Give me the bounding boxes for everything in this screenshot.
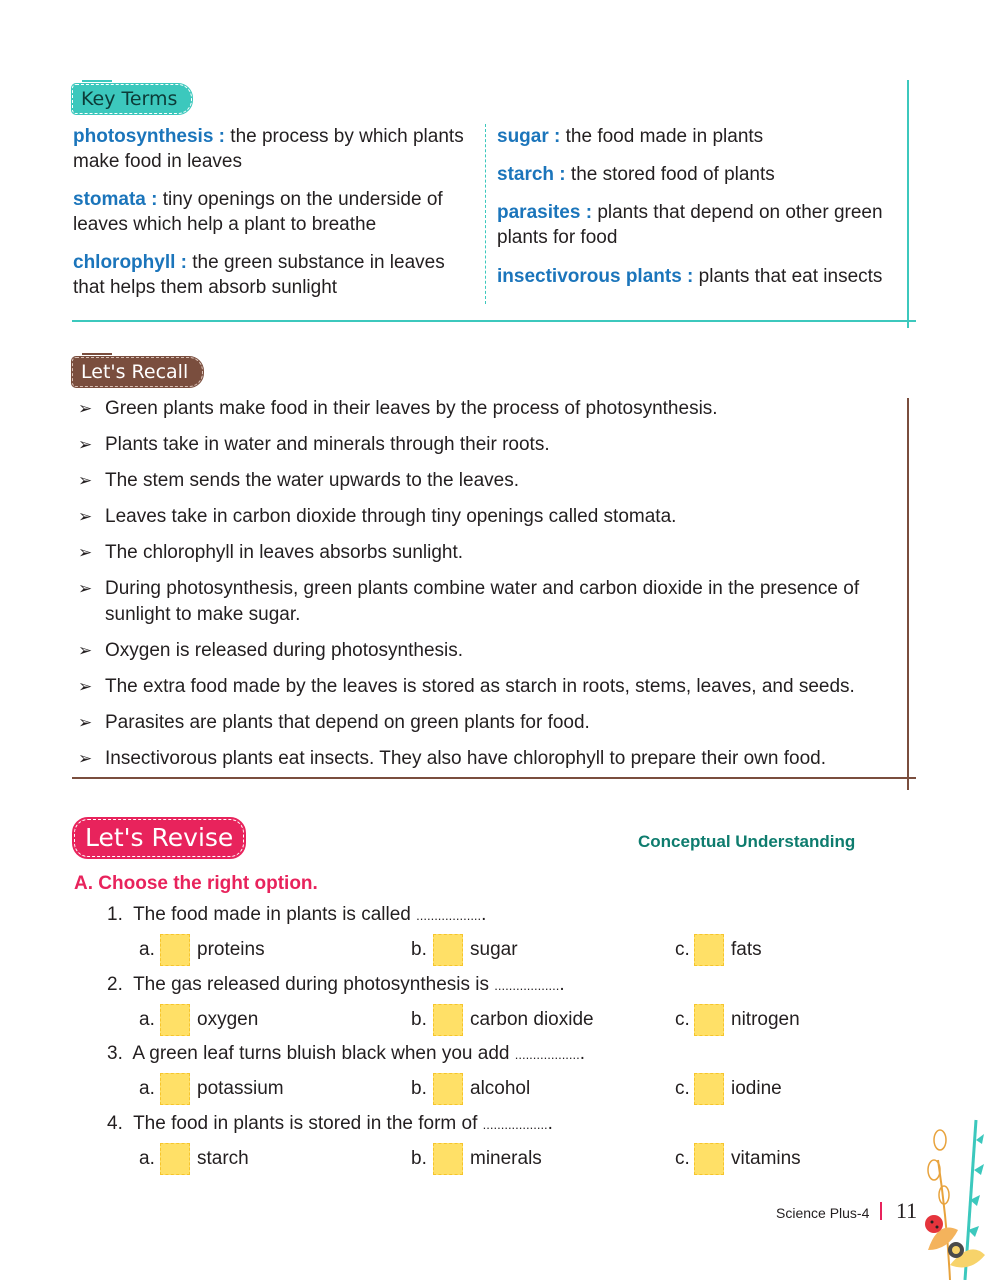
key-term-parasites xyxy=(497,200,905,250)
key-term-photosynthesis xyxy=(73,124,483,174)
lets-revise-heading: Let's Revise xyxy=(74,819,244,857)
recall-item: ➢ Insectivorous plants eat insects. They also have chlorophyll to prepare their own food. xyxy=(78,746,908,772)
term-def: that helps them absorb sunlight xyxy=(73,277,338,298)
term-def: the stored food of plants xyxy=(565,164,775,185)
recall-item: ➢ Green plants make food in their leaves by the process of photosynthesis. xyxy=(78,396,908,422)
option-label: c. xyxy=(675,1009,690,1030)
section-a-heading: A. Choose the right option. xyxy=(74,873,318,894)
option-label: a. xyxy=(139,1148,155,1169)
term-label: parasites : xyxy=(497,202,593,223)
question-2: 2. The gas released during photosynthesis is ................... xyxy=(107,974,565,995)
recall-item: ➢ Oxygen is released during photosynthesis. xyxy=(78,638,908,664)
book-title: Science Plus-4 xyxy=(776,1205,870,1221)
term-def: the green substance in leaves xyxy=(187,252,445,273)
answer-checkbox[interactable] xyxy=(694,1004,724,1036)
key-term-stomata xyxy=(73,187,483,237)
answer-checkbox[interactable] xyxy=(694,934,724,966)
option-text: fats xyxy=(731,939,762,960)
option-label: a. xyxy=(139,1009,155,1030)
option-text: carbon dioxide xyxy=(470,1009,594,1030)
option-text: vitamins xyxy=(731,1148,801,1169)
answer-checkbox[interactable] xyxy=(433,1143,463,1175)
arrow-icon: ➢ xyxy=(78,641,93,660)
recall-item: ➢ The chlorophyll in leaves absorbs sunlight. xyxy=(78,540,908,566)
recall-item: ➢ Plants take in water and minerals through their roots. xyxy=(78,432,908,458)
recall-item: ➢ The stem sends the water upwards to the leaves. xyxy=(78,468,908,494)
term-label: sugar : xyxy=(497,126,561,147)
option-label: b. xyxy=(411,1078,427,1099)
option-text: proteins xyxy=(197,939,265,960)
term-def: plants that depend on other green xyxy=(592,202,883,223)
answer-checkbox[interactable] xyxy=(160,1143,190,1175)
term-def: make food in leaves xyxy=(73,151,242,172)
arrow-icon: ➢ xyxy=(78,543,93,562)
option-label: c. xyxy=(675,939,690,960)
key-term-chlorophyll xyxy=(73,250,483,300)
arrow-icon: ➢ xyxy=(78,677,93,696)
option-label: a. xyxy=(139,1078,155,1099)
key-term-insectivorous xyxy=(497,264,905,289)
term-label: stomata : xyxy=(73,189,158,210)
answer-checkbox[interactable] xyxy=(433,1073,463,1105)
recall-item: ➢ Leaves take in carbon dioxide through tiny openings called stomata. xyxy=(78,504,908,530)
option-label: c. xyxy=(675,1148,690,1169)
term-def: plants that eat insects xyxy=(693,266,883,287)
answer-checkbox[interactable] xyxy=(160,1073,190,1105)
plant-decoration-icon xyxy=(920,1100,989,1280)
term-def: tiny openings on the underside of xyxy=(157,189,443,210)
option-label: b. xyxy=(411,939,427,960)
arrow-icon: ➢ xyxy=(78,435,93,454)
answer-checkbox[interactable] xyxy=(694,1143,724,1175)
recall-item: ➢ Parasites are plants that depend on green plants for food. xyxy=(78,710,908,736)
arrow-icon: ➢ xyxy=(78,471,93,490)
term-label: chlorophyll : xyxy=(73,252,187,273)
term-def: leaves which help a plant to breathe xyxy=(73,214,377,235)
option-text: iodine xyxy=(731,1078,782,1099)
option-text: nitrogen xyxy=(731,1009,800,1030)
option-text: minerals xyxy=(470,1148,542,1169)
lets-recall-heading: Let's Recall xyxy=(72,357,203,387)
term-label: insectivorous plants : xyxy=(497,266,694,287)
term-def: the food made in plants xyxy=(560,126,764,147)
recall-item: ➢ During photosynthesis, green plants combine water and carbon dioxide in the presence of sunlight to make sugar. xyxy=(78,578,860,625)
option-text: sugar xyxy=(470,939,518,960)
recall-item: ➢ The extra food made by the leaves is stored as starch in roots, stems, leaves, and seeds. xyxy=(78,674,908,700)
answer-checkbox[interactable] xyxy=(160,1004,190,1036)
page-number: 11 xyxy=(896,1198,918,1223)
term-def: plants for food xyxy=(497,227,618,248)
option-label: b. xyxy=(411,1148,427,1169)
key-term-sugar xyxy=(497,124,905,149)
term-def: the process by which plants xyxy=(225,126,464,147)
option-text: starch xyxy=(197,1148,249,1169)
question-4: 4. The food in plants is stored in the form of ................... xyxy=(107,1113,553,1134)
option-text: alcohol xyxy=(470,1078,531,1099)
answer-checkbox[interactable] xyxy=(433,1004,463,1036)
arrow-icon: ➢ xyxy=(78,749,93,768)
arrow-icon: ➢ xyxy=(78,713,93,732)
answer-checkbox[interactable] xyxy=(433,934,463,966)
option-text: oxygen xyxy=(197,1009,259,1030)
key-term-starch xyxy=(497,162,905,187)
arrow-icon: ➢ xyxy=(78,579,93,598)
term-label: starch : xyxy=(497,164,566,185)
option-text: potassium xyxy=(197,1078,284,1099)
option-label: a. xyxy=(139,939,155,960)
option-label: b. xyxy=(411,1009,427,1030)
option-label: c. xyxy=(675,1078,690,1099)
answer-checkbox[interactable] xyxy=(160,934,190,966)
recall-list xyxy=(78,396,908,782)
question-3: 3. A green leaf turns bluish black when you add ................... xyxy=(107,1043,586,1064)
arrow-icon: ➢ xyxy=(78,399,93,418)
key-terms-heading: Key Terms xyxy=(72,84,192,114)
question-1: 1. The food made in plants is called ................... xyxy=(107,904,487,925)
category-label: Conceptual Understanding xyxy=(638,832,856,851)
answer-checkbox[interactable] xyxy=(694,1073,724,1105)
term-label: photosynthesis : xyxy=(73,126,226,147)
arrow-icon: ➢ xyxy=(78,507,93,526)
